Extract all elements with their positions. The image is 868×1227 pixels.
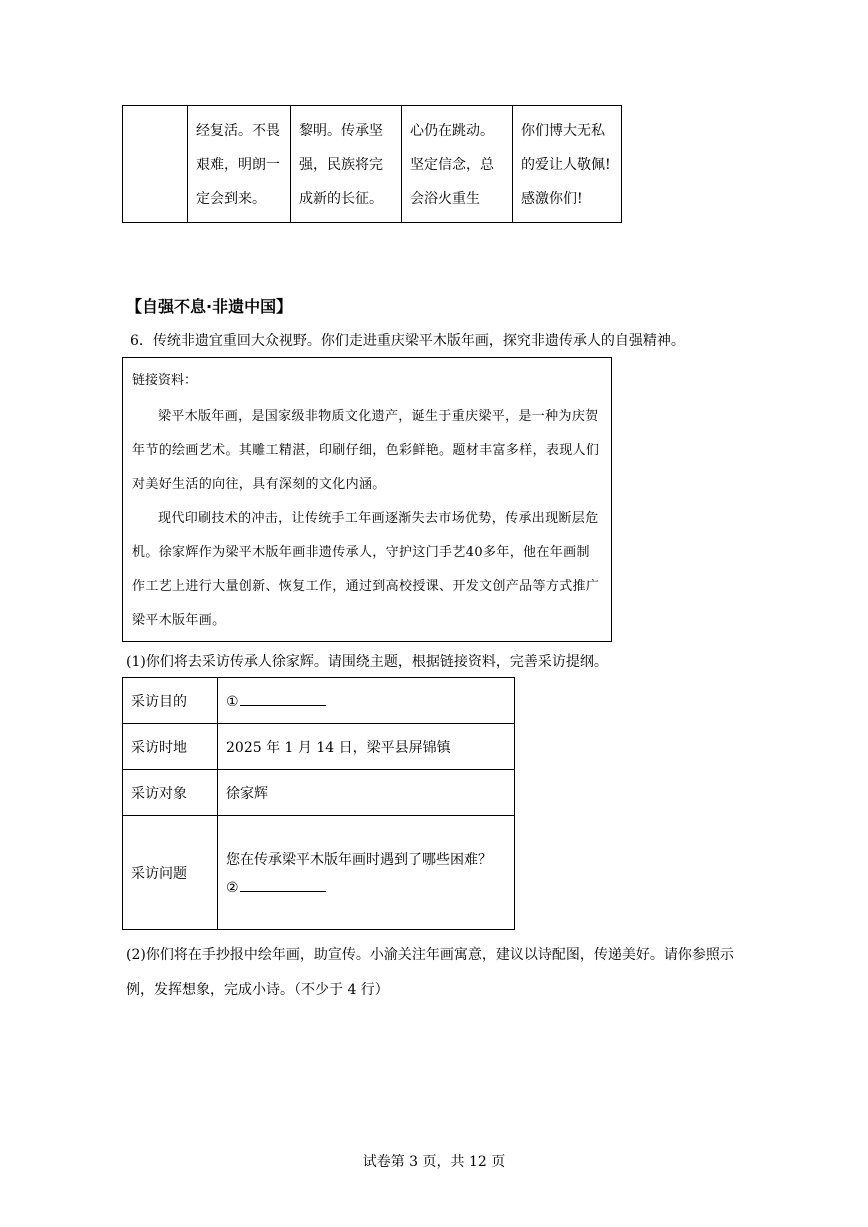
table-row <box>123 678 515 724</box>
interview-outline-table <box>122 677 515 930</box>
interview-question-text: 您在传承梁平木版年画时遇到了哪些困难？ <box>226 851 492 868</box>
table-row <box>123 106 622 223</box>
previous-answer-table <box>122 105 622 223</box>
cell-line: 强，民族将完 <box>299 157 383 173</box>
interview-key: 采访问题 <box>123 816 218 930</box>
interview-key: 采访目的 <box>123 678 218 724</box>
material-paragraph: 现代印刷技术的冲击，让传统手工年画逐渐失去市场优势，传承出现断层危机。徐家辉作为梁平木版年画非遗传承人，守护这门手艺40多年，他在年画制作工艺上进行大量创新、恢复工作，通过到高校授课、开发文创产品等方式推广梁平木版年画。 <box>132 511 600 628</box>
table-cell <box>402 106 513 223</box>
linked-material-box <box>122 357 612 642</box>
sub-question-2: (2)你们将在手抄报中绘年画，助宣传。小渝关注年画寓意，建议以诗配图，传递美好。请你参照示例，发挥想象，完成小诗。（不少于 4 行） <box>126 947 734 998</box>
blank-marker: ② <box>226 879 239 896</box>
interview-value <box>218 678 515 724</box>
answer-blank[interactable] <box>240 877 326 892</box>
table-cell <box>513 106 622 223</box>
table-row <box>123 770 515 816</box>
material-label: 链接资料： <box>132 373 198 388</box>
cell-line: 感激你们! <box>521 191 583 207</box>
interview-key: 采访时地 <box>123 724 218 770</box>
section-title: 【自强不息·非遗中国】 <box>126 297 293 316</box>
cell-line: 坚定信念，总 <box>410 157 494 173</box>
sub-question-1: (1)你们将去采访传承人徐家辉。请围绕主题，根据链接资料，完善采访提纲。 <box>126 654 608 670</box>
cell-line: 艰难，明朗一 <box>196 157 280 173</box>
table-cell <box>291 106 402 223</box>
page-footer: 试卷第 3 页，共 12 页 <box>362 1154 506 1170</box>
blank-marker: ① <box>226 694 239 710</box>
cell-line: 心仍在跳动。 <box>410 123 494 139</box>
question-6-prompt: 6．传统非遗宜重回大众视野。你们走进重庆梁平木版年画，探究非遗传承人的自强精神。 <box>130 333 685 349</box>
table-row <box>123 724 515 770</box>
table-cell <box>188 106 291 223</box>
table-row <box>123 816 515 930</box>
answer-blank[interactable] <box>240 691 326 706</box>
interview-value: 2025 年 1 月 14 日，梁平县屏锦镇 <box>218 724 515 770</box>
material-paragraph: 梁平木版年画，是国家级非物质文化遗产，诞生于重庆梁平，是一种为庆贺年节的绘画艺术。其雕工精湛，印刷仔细，色彩鲜艳。题材丰富多样，表现人们对美好生活的向往，具有深刻的文化内涵。 <box>132 409 600 492</box>
cell-line: 的爱让人敬佩! <box>521 157 611 173</box>
interview-key: 采访对象 <box>123 770 218 816</box>
interview-value: 徐家辉 <box>218 770 515 816</box>
interview-value <box>218 816 515 930</box>
table-cell-empty <box>123 106 188 223</box>
cell-line: 经复活。不畏 <box>196 123 280 139</box>
cell-line: 成新的长征。 <box>299 191 383 207</box>
cell-line: 黎明。传承坚 <box>299 123 383 139</box>
cell-line: 定会到来。 <box>196 191 266 207</box>
cell-line: 你们博大无私 <box>521 123 605 139</box>
cell-line: 会浴火重生 <box>410 191 480 207</box>
